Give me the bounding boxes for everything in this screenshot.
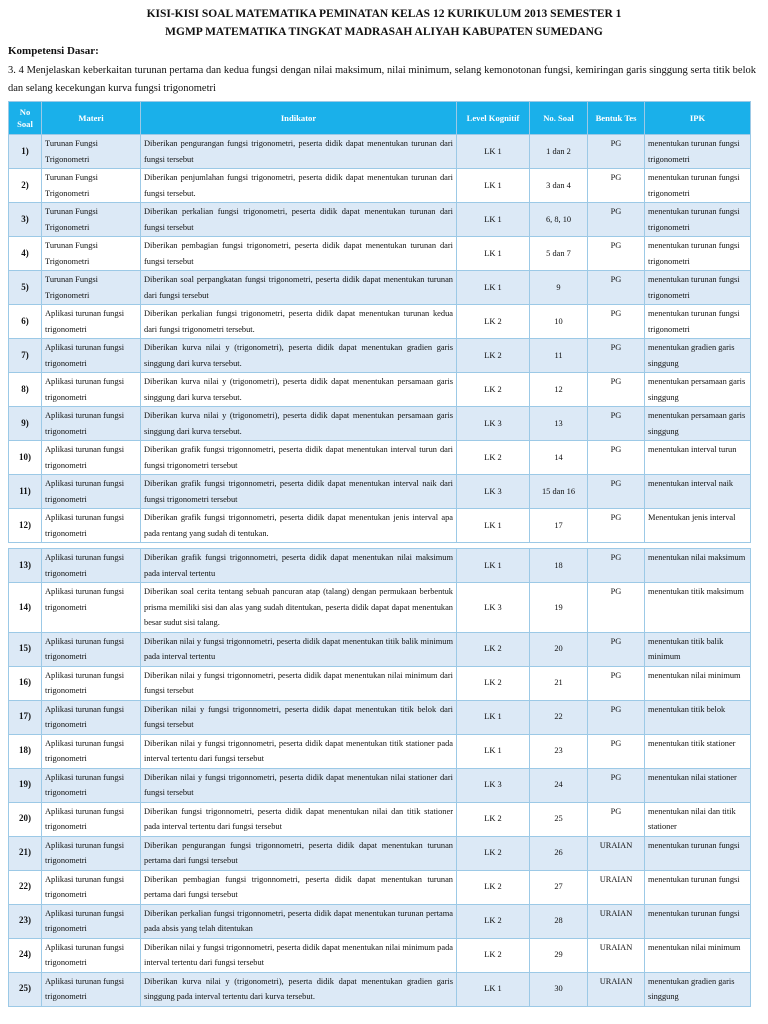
table-row xyxy=(9,339,751,373)
table-row xyxy=(9,632,751,666)
cell-nomor-soal: 19 xyxy=(530,583,588,633)
cell-indikator: Diberikan nilai y fungsi trigonnometri, peserta didik dapat menentukan titik balik minimum pada interval tertentu xyxy=(141,632,457,666)
cell-nomor-soal: 20 xyxy=(530,632,588,666)
row-number: 2) xyxy=(9,169,42,203)
cell-level-kognitif: LK 1 xyxy=(457,169,530,203)
cell-ipk: menentukan turunan fungsi xyxy=(645,836,751,870)
table-row xyxy=(9,271,751,305)
header-indikator: Indikator xyxy=(141,102,457,135)
row-number: 21) xyxy=(9,836,42,870)
cell-nomor-soal: 1 dan 2 xyxy=(530,135,588,169)
kisi-kisi-table-part-1 xyxy=(8,101,751,543)
cell-indikator: Diberikan kurva nilai y (trigonometri), peserta didik dapat menentukan persamaan garis singgung dari kurva tersebut. xyxy=(141,407,457,441)
table-row xyxy=(9,836,751,870)
cell-level-kognitif: LK 1 xyxy=(457,734,530,768)
cell-ipk: menentukan nilai minimum xyxy=(645,938,751,972)
cell-bentuk-tes: PG xyxy=(588,169,645,203)
cell-level-kognitif: LK 3 xyxy=(457,583,530,633)
cell-ipk: menentukan interval turun xyxy=(645,441,751,475)
row-number: 16) xyxy=(9,666,42,700)
cell-materi: Aplikasi turunan fungsi trigonometri xyxy=(42,802,141,836)
table-row xyxy=(9,203,751,237)
cell-materi: Aplikasi turunan fungsi trigonometri xyxy=(42,339,141,373)
cell-bentuk-tes: URAIAN xyxy=(588,904,645,938)
cell-bentuk-tes: URAIAN xyxy=(588,870,645,904)
table-row xyxy=(9,870,751,904)
cell-materi: Turunan Fungsi Trigonometri xyxy=(42,271,141,305)
cell-ipk: menentukan turunan fungsi trigonometri xyxy=(645,237,751,271)
cell-bentuk-tes: PG xyxy=(588,271,645,305)
header-bentuk-tes: Bentuk Tes xyxy=(588,102,645,135)
cell-materi: Aplikasi turunan fungsi trigonometri xyxy=(42,441,141,475)
cell-nomor-soal: 22 xyxy=(530,700,588,734)
table-body-part-2 xyxy=(9,549,751,1007)
cell-ipk: menentukan persamaan garis singgung xyxy=(645,373,751,407)
cell-bentuk-tes: PG xyxy=(588,237,645,271)
table-row xyxy=(9,549,751,583)
cell-bentuk-tes: URAIAN xyxy=(588,938,645,972)
row-number: 13) xyxy=(9,549,42,583)
row-number: 1) xyxy=(9,135,42,169)
cell-materi: Aplikasi turunan fungsi trigonometri xyxy=(42,632,141,666)
cell-nomor-soal: 9 xyxy=(530,271,588,305)
kompetensi-dasar-text: 3. 4 Menjelaskan keberkaitan turunan pertama dan kedua fungsi dengan nilai maksimum, nilai minimum, selang kemonotonan fungsi, kemiringan garis singgung serta titik belok dan selang kecekungan kurva fungsi trigonometri xyxy=(8,65,756,94)
row-number: 9) xyxy=(9,407,42,441)
cell-materi: Aplikasi turunan fungsi trigonometri xyxy=(42,666,141,700)
row-number: 25) xyxy=(9,972,42,1006)
table-row xyxy=(9,904,751,938)
cell-indikator: Diberikan perkalian fungsi trigonometri, peserta didik dapat menentukan turunan kedua dari fungsi trigonometri tersebut. xyxy=(141,305,457,339)
cell-indikator: Diberikan nilai y fungsi trigonnometri, peserta didik dapat menentukan nilai minimum dari fungsi tersebut xyxy=(141,666,457,700)
cell-materi: Turunan Fungsi Trigonometri xyxy=(42,135,141,169)
row-number: 18) xyxy=(9,734,42,768)
row-number: 22) xyxy=(9,870,42,904)
cell-indikator: Diberikan nilai y fungsi trigonnometri, peserta didik dapat menentukan nilai minimum pada interval tertentu dari fungsi tersebut xyxy=(141,938,457,972)
cell-indikator: Diberikan kurva nilai y (trigonometri), peserta didik dapat menentukan gradien garis singgung pada interval tertentu dari kurva tersebut. xyxy=(141,972,457,1006)
row-number: 20) xyxy=(9,802,42,836)
cell-nomor-soal: 24 xyxy=(530,768,588,802)
document-title: KISI-KISI SOAL MATEMATIKA PEMINATAN KELAS 12 KURIKULUM 2013 SEMESTER 1 xyxy=(146,8,622,20)
cell-ipk: menentukan titik belok xyxy=(645,700,751,734)
cell-nomor-soal: 17 xyxy=(530,509,588,543)
cell-bentuk-tes: PG xyxy=(588,339,645,373)
cell-bentuk-tes: PG xyxy=(588,549,645,583)
cell-indikator: Diberikan fungsi trigonnometri, peserta didik dapat menentukan nilai dan titik stationer pada interval tertentu dari fungsi tersebut xyxy=(141,802,457,836)
cell-level-kognitif: LK 2 xyxy=(457,373,530,407)
cell-materi: Aplikasi turunan fungsi trigonometri xyxy=(42,509,141,543)
cell-ipk: menentukan gradien garis singgung xyxy=(645,339,751,373)
table-row xyxy=(9,972,751,1006)
cell-nomor-soal: 30 xyxy=(530,972,588,1006)
row-number: 8) xyxy=(9,373,42,407)
cell-nomor-soal: 25 xyxy=(530,802,588,836)
cell-bentuk-tes: PG xyxy=(588,441,645,475)
cell-level-kognitif: LK 1 xyxy=(457,549,530,583)
cell-level-kognitif: LK 2 xyxy=(457,441,530,475)
cell-nomor-soal: 14 xyxy=(530,441,588,475)
cell-indikator: Diberikan perkalian fungsi trigonometri, peserta didik dapat menentukan turunan dari fungsi tersebut xyxy=(141,203,457,237)
row-number: 5) xyxy=(9,271,42,305)
kisi-kisi-table-part-2 xyxy=(8,548,751,1007)
cell-level-kognitif: LK 1 xyxy=(457,271,530,305)
cell-ipk: menentukan titik maksimum xyxy=(645,583,751,633)
cell-bentuk-tes: PG xyxy=(588,373,645,407)
cell-ipk: menentukan turunan fungsi xyxy=(645,870,751,904)
table-row xyxy=(9,802,751,836)
cell-ipk: menentukan turunan fungsi trigonometri xyxy=(645,169,751,203)
cell-bentuk-tes: PG xyxy=(588,583,645,633)
cell-materi: Aplikasi turunan fungsi trigonometri xyxy=(42,475,141,509)
cell-nomor-soal: 23 xyxy=(530,734,588,768)
cell-nomor-soal: 3 dan 4 xyxy=(530,169,588,203)
cell-indikator: Diberikan nilai y fungsi trigonnometri, peserta didik dapat menentukan titik belok dari fungsi tersebut xyxy=(141,700,457,734)
cell-ipk: menentukan nilai dan titik stationer xyxy=(645,802,751,836)
cell-nomor-soal: 5 dan 7 xyxy=(530,237,588,271)
header-no-soal: No Soal xyxy=(9,102,42,135)
cell-materi: Turunan Fungsi Trigonometri xyxy=(42,237,141,271)
header-nomor-soal: No. Soal xyxy=(530,102,588,135)
row-number: 15) xyxy=(9,632,42,666)
cell-nomor-soal: 13 xyxy=(530,407,588,441)
cell-bentuk-tes: PG xyxy=(588,203,645,237)
row-number: 23) xyxy=(9,904,42,938)
cell-ipk: menentukan gradien garis singgung xyxy=(645,972,751,1006)
cell-bentuk-tes: PG xyxy=(588,632,645,666)
cell-ipk: menentukan nilai minimum xyxy=(645,666,751,700)
row-number: 17) xyxy=(9,700,42,734)
row-number: 7) xyxy=(9,339,42,373)
table-row xyxy=(9,305,751,339)
table-row xyxy=(9,475,751,509)
cell-indikator: Diberikan pembagian fungsi trigonnometri, peserta didik dapat menentukan turunan pertama dari fungsi tersebut xyxy=(141,870,457,904)
cell-indikator: Diberikan pengurangan fungsi trigonnometri, peserta didik dapat menentukan turunan pertama dari fungsi tersebut xyxy=(141,836,457,870)
table-row xyxy=(9,509,751,543)
document-subtitle: MGMP MATEMATIKA TINGKAT MADRASAH ALIYAH KABUPATEN SUMEDANG xyxy=(165,26,603,38)
cell-bentuk-tes: PG xyxy=(588,305,645,339)
cell-indikator: Diberikan grafik fungsi trigonnometri, peserta didik dapat menentukan interval turun dari fungsi trigonometri tersebut xyxy=(141,441,457,475)
cell-ipk: menentukan turunan fungsi trigonometri xyxy=(645,135,751,169)
cell-level-kognitif: LK 1 xyxy=(457,135,530,169)
cell-level-kognitif: LK 1 xyxy=(457,509,530,543)
cell-bentuk-tes: PG xyxy=(588,407,645,441)
cell-level-kognitif: LK 2 xyxy=(457,802,530,836)
header-level-kognitif: Level Kognitif xyxy=(457,102,530,135)
row-number: 3) xyxy=(9,203,42,237)
cell-ipk: menentukan turunan fungsi trigonometri xyxy=(645,305,751,339)
cell-nomor-soal: 27 xyxy=(530,870,588,904)
row-number: 4) xyxy=(9,237,42,271)
cell-ipk: menentukan nilai stationer xyxy=(645,768,751,802)
table-row xyxy=(9,734,751,768)
cell-level-kognitif: LK 1 xyxy=(457,237,530,271)
table-row xyxy=(9,237,751,271)
cell-ipk: menentukan persamaan garis singgung xyxy=(645,407,751,441)
cell-materi: Aplikasi turunan fungsi trigonometri xyxy=(42,768,141,802)
cell-materi: Aplikasi turunan fungsi trigonometri xyxy=(42,938,141,972)
cell-indikator: Diberikan soal cerita tentang sebuah pancuran atap (talang) dengan permukaan berbentuk prisma memiliki sisi dan alas yang sudah ditentukan, peserta didik dapat dapat menentukan besar sudut sisi talang. xyxy=(141,583,457,633)
cell-indikator: Diberikan pembagian fungsi trigonometri, peserta didik dapat menentukan turunan dari fungsi tersebut xyxy=(141,237,457,271)
header-ipk: IPK xyxy=(645,102,751,135)
cell-materi: Aplikasi turunan fungsi trigonometri xyxy=(42,734,141,768)
row-number: 6) xyxy=(9,305,42,339)
cell-materi: Aplikasi turunan fungsi trigonometri xyxy=(42,407,141,441)
cell-nomor-soal: 28 xyxy=(530,904,588,938)
cell-nomor-soal: 18 xyxy=(530,549,588,583)
cell-level-kognitif: LK 3 xyxy=(457,768,530,802)
cell-ipk: menentukan turunan fungsi trigonometri xyxy=(645,203,751,237)
cell-indikator: Diberikan perkalian fungsi trigonnometri, peserta didik dapat menentukan turunan pertama pada absis yang telah ditentukan xyxy=(141,904,457,938)
cell-level-kognitif: LK 1 xyxy=(457,203,530,237)
table-body-part-1 xyxy=(9,135,751,543)
cell-nomor-soal: 21 xyxy=(530,666,588,700)
cell-level-kognitif: LK 3 xyxy=(457,475,530,509)
cell-level-kognitif: LK 3 xyxy=(457,407,530,441)
cell-materi: Aplikasi turunan fungsi trigonometri xyxy=(42,904,141,938)
cell-indikator: Diberikan grafik fungsi trigonnometri, peserta didik dapat menentukan interval naik dari fungsi trigonometri tersebut xyxy=(141,475,457,509)
cell-materi: Turunan Fungsi Trigonometri xyxy=(42,203,141,237)
cell-ipk: menentukan nilai maksimum xyxy=(645,549,751,583)
table-row xyxy=(9,373,751,407)
table-row xyxy=(9,938,751,972)
cell-indikator: Diberikan nilai y fungsi trigonnometri, peserta didik dapat menentukan nilai stationer dari fungsi tersebut xyxy=(141,768,457,802)
cell-ipk: menentukan turunan fungsi xyxy=(645,904,751,938)
cell-ipk: menentukan turunan fungsi trigonometri xyxy=(645,271,751,305)
cell-indikator: Diberikan grafik fungsi trigonnometri, peserta didik dapat menentukan jenis interval apa pada rentang yang sudah di tentukan. xyxy=(141,509,457,543)
cell-bentuk-tes: PG xyxy=(588,700,645,734)
cell-level-kognitif: LK 2 xyxy=(457,305,530,339)
cell-indikator: Diberikan soal perpangkatan fungsi trigonometri, peserta didik dapat menentukan turunan dari fungsi tersebut xyxy=(141,271,457,305)
cell-ipk: menentukan titik balik minimum xyxy=(645,632,751,666)
cell-bentuk-tes: PG xyxy=(588,475,645,509)
table-row xyxy=(9,768,751,802)
cell-ipk: Menentukan jenis interval xyxy=(645,509,751,543)
cell-indikator: Diberikan grafik fungsi trigonnometri, peserta didik dapat menentukan nilai maksimum pada interval tertentu xyxy=(141,549,457,583)
row-number: 24) xyxy=(9,938,42,972)
row-number: 19) xyxy=(9,768,42,802)
cell-nomor-soal: 29 xyxy=(530,938,588,972)
table-row xyxy=(9,135,751,169)
cell-ipk: menentukan interval naik xyxy=(645,475,751,509)
cell-level-kognitif: LK 2 xyxy=(457,666,530,700)
table-row xyxy=(9,583,751,633)
cell-bentuk-tes: PG xyxy=(588,768,645,802)
cell-materi: Aplikasi turunan fungsi trigonometri xyxy=(42,836,141,870)
cell-materi: Aplikasi turunan fungsi trigonometri xyxy=(42,373,141,407)
table-row xyxy=(9,666,751,700)
table-row xyxy=(9,700,751,734)
cell-bentuk-tes: PG xyxy=(588,802,645,836)
cell-level-kognitif: LK 1 xyxy=(457,972,530,1006)
cell-materi: Turunan Fungsi Trigonometri xyxy=(42,169,141,203)
table-row xyxy=(9,441,751,475)
cell-bentuk-tes: PG xyxy=(588,135,645,169)
cell-indikator: Diberikan kurva nilai y (trigonometri), peserta didik dapat menentukan persamaan garis singgung dari kurva tersebut. xyxy=(141,373,457,407)
cell-level-kognitif: LK 2 xyxy=(457,632,530,666)
row-number: 14) xyxy=(9,583,42,633)
cell-level-kognitif: LK 2 xyxy=(457,836,530,870)
cell-indikator: Diberikan kurva nilai y (trigonometri), peserta didik dapat menentukan gradien garis singgung dari kurva tersebut. xyxy=(141,339,457,373)
cell-level-kognitif: LK 2 xyxy=(457,904,530,938)
cell-materi: Aplikasi turunan fungsi trigonometri xyxy=(42,583,141,633)
cell-level-kognitif: LK 2 xyxy=(457,938,530,972)
cell-nomor-soal: 6, 8, 10 xyxy=(530,203,588,237)
cell-level-kognitif: LK 2 xyxy=(457,339,530,373)
kompetensi-dasar-label: Kompetensi Dasar: xyxy=(8,45,99,57)
cell-nomor-soal: 11 xyxy=(530,339,588,373)
cell-bentuk-tes: PG xyxy=(588,666,645,700)
table-header-row xyxy=(9,102,751,135)
cell-bentuk-tes: PG xyxy=(588,509,645,543)
cell-materi: Aplikasi turunan fungsi trigonometri xyxy=(42,700,141,734)
header-materi: Materi xyxy=(42,102,141,135)
table-row xyxy=(9,407,751,441)
table-row xyxy=(9,169,751,203)
cell-nomor-soal: 10 xyxy=(530,305,588,339)
cell-bentuk-tes: URAIAN xyxy=(588,836,645,870)
cell-bentuk-tes: URAIAN xyxy=(588,972,645,1006)
cell-indikator: Diberikan penjumlahan fungsi trigonometri, peserta didik dapat menentukan turunan dari fungsi tersebut. xyxy=(141,169,457,203)
cell-nomor-soal: 12 xyxy=(530,373,588,407)
cell-materi: Aplikasi turunan fungsi trigonometri xyxy=(42,870,141,904)
cell-materi: Aplikasi turunan fungsi trigonometri xyxy=(42,305,141,339)
row-number: 10) xyxy=(9,441,42,475)
cell-materi: Aplikasi turunan fungsi trigonometri xyxy=(42,549,141,583)
cell-level-kognitif: LK 2 xyxy=(457,870,530,904)
cell-indikator: Diberikan pengurangan fungsi trigonometri, peserta didik dapat menentukan turunan dari fungsi tersebut xyxy=(141,135,457,169)
cell-ipk: menentukan titik stationer xyxy=(645,734,751,768)
cell-bentuk-tes: PG xyxy=(588,734,645,768)
cell-materi: Aplikasi turunan fungsi trigonometri xyxy=(42,972,141,1006)
cell-level-kognitif: LK 1 xyxy=(457,700,530,734)
cell-nomor-soal: 26 xyxy=(530,836,588,870)
row-number: 11) xyxy=(9,475,42,509)
cell-nomor-soal: 15 dan 16 xyxy=(530,475,588,509)
row-number: 12) xyxy=(9,509,42,543)
cell-indikator: Diberikan nilai y fungsi trigonnometri, peserta didik dapat menentukan titik stationer pada interval tertentu dari fungsi tersebut xyxy=(141,734,457,768)
